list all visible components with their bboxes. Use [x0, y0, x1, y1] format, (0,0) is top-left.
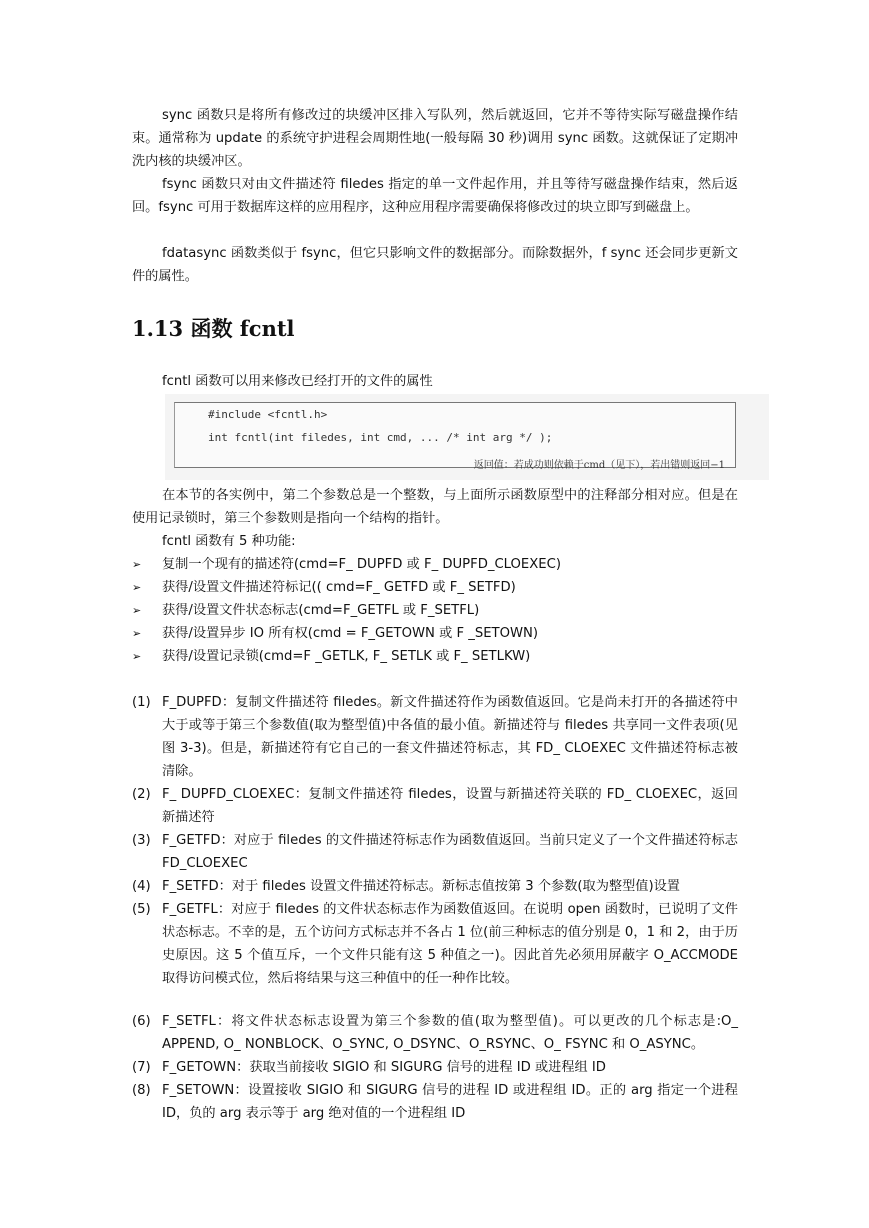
numbered-item — [132, 875, 738, 898]
arrow-bullet-icon: ➢ — [132, 604, 142, 617]
paragraph-sync: sync 函数只是将所有修改过的块缓冲区排入写队列，然后就返回，它并不等待实际写磁盘操作结束。通常称为 update 的系统守护进程会周期性地(一般每隔 30 秒)调用 sync 函数。这就保证了定期冲洗内核的块缓冲区。 — [132, 108, 738, 169]
numbered-item — [132, 783, 738, 829]
paragraph-second-arg: 在本节的各实例中，第二个参数总是一个整数，与上面所示函数原型中的注释部分相对应。但是在使用记录锁时，第三个参数则是指向一个结构的指针。 — [132, 488, 738, 526]
item-text: F_GETOWN：获取当前接收 SIGIO 和 SIGURG 信号的进程 ID 或进程组 ID — [162, 1060, 606, 1075]
arrow-bullet-icon: ➢ — [132, 581, 142, 594]
item-number: (2) — [132, 787, 151, 802]
item-number: (6) — [132, 1014, 151, 1029]
item-number: (4) — [132, 879, 151, 894]
code-prototype-line: int fcntl(int filedes, int cmd, ... /* int arg */ ); — [208, 431, 553, 444]
bullet-text: 获得/设置文件状态标志(cmd=F_GETFL 或 F_SETFL) — [162, 603, 480, 618]
paragraph-fdatasync: fdatasync 函数类似于 fsync，但它只影响文件的数据部分。而除数据外，f sync 还会同步更新文件的属性。 — [132, 246, 738, 284]
arrow-bullet-icon: ➢ — [132, 650, 142, 663]
item-text: F_SETFL：将文件状态标志设置为第三个参数的值(取为整型值)。可以更改的几个标志是:O_ APPEND, O_ NONBLOCK、O_SYNC, O_DSYNC、O_RSYNC、O_ FSYNC 和 O_ASYNC。 — [162, 1014, 738, 1052]
numbered-item — [132, 898, 738, 990]
bullet-text: 获得/设置文件描述符标记(( cmd=F_ GETFD 或 F_ SETFD) — [162, 580, 516, 595]
bullet-text: 获得/设置异步 IO 所有权(cmd = F_GETOWN 或 F _SETOWN) — [162, 626, 539, 641]
item-text: F_GETFL：对应于 filedes 的文件状态标志作为函数值返回。在说明 open 函数时，已说明了文件状态标志。不幸的是，五个访问方式标志并不各占 1 位(前三种标志的值分别是 0，1 和 2，由于历史原因。这 5 个值互斥，一个文件只能有这 5 种值之一)。因此首先必须用屏蔽字 O_ACCMODE 取得访问模式位，然后将结果与这三种值中的任一种作比较。 — [162, 902, 738, 986]
function-prototype-figure — [165, 394, 769, 480]
numbered-item — [132, 1056, 738, 1079]
item-text: F_SETFD：对于 filedes 设置文件描述符标志。新标志值按第 3 个参数(取为整型值)设置 — [162, 879, 680, 894]
numbered-item — [132, 829, 738, 875]
numbered-item — [132, 1079, 738, 1125]
item-text: F_ DUPFD_CLOEXEC：复制文件描述符 filedes，设置与新描述符关联的 FD_ CLOEXEC，返回新描述符 — [162, 787, 738, 825]
code-include-line: #include <fcntl.h> — [208, 408, 328, 421]
item-text: F_SETOWN：设置接收 SIGIO 和 SIGURG 信号的进程 ID 或进程组 ID。正的 arg 指定一个进程 ID，负的 arg 表示等于 arg 绝对值的一个进程组 ID — [162, 1083, 738, 1121]
item-number: (7) — [132, 1060, 151, 1075]
paragraph-five-functions: fcntl 函数有 5 种功能: — [162, 534, 296, 549]
item-number: (3) — [132, 833, 151, 848]
arrow-bullet-icon: ➢ — [132, 558, 142, 571]
item-number: (1) — [132, 695, 151, 710]
item-text: F_GETFD：对应于 filedes 的文件描述符标志作为函数值返回。当前只定义了一个文件描述符标志 FD_CLOEXEC — [162, 833, 738, 871]
numbered-item — [132, 1010, 738, 1056]
arrow-bullet-icon: ➢ — [132, 627, 142, 640]
bullet-text: 获得/设置记录锁(cmd=F _GETLK, F_ SETLK 或 F_ SETLKW) — [162, 649, 531, 664]
code-return-note: 返回值：若成功则依赖于cmd（见下），若出错则返回−1 — [473, 460, 725, 471]
paragraph-fsync: fsync 函数只对由文件描述符 filedes 指定的单一文件起作用，并且等待写磁盘操作结束，然后返回。fsync 可用于数据库这样的应用程序，这种应用程序需要确保将修改过的块立即写到磁盘上。 — [132, 177, 738, 215]
item-number: (5) — [132, 902, 151, 917]
item-text: F_DUPFD：复制文件描述符 filedes。新文件描述符作为函数值返回。它是尚未打开的各描述符中大于或等于第三个参数值(取为整型值)中各值的最小值。新描述符与 filedes 共享同一文件表项(见图 3-3)。但是，新描述符有它自己的一套文件描述符标志，其 FD_ CLOEXEC 文件描述符标志被清除。 — [162, 695, 738, 779]
numbered-item — [132, 691, 738, 783]
section-heading: 1.13 函数 fcntl — [132, 316, 295, 341]
bullet-text: 复制一个现有的描述符(cmd=F_ DUPFD 或 F_ DUPFD_CLOEXEC) — [162, 557, 561, 572]
item-number: (8) — [132, 1083, 151, 1098]
section-intro: fcntl 函数可以用来修改已经打开的文件的属性 — [162, 374, 433, 389]
